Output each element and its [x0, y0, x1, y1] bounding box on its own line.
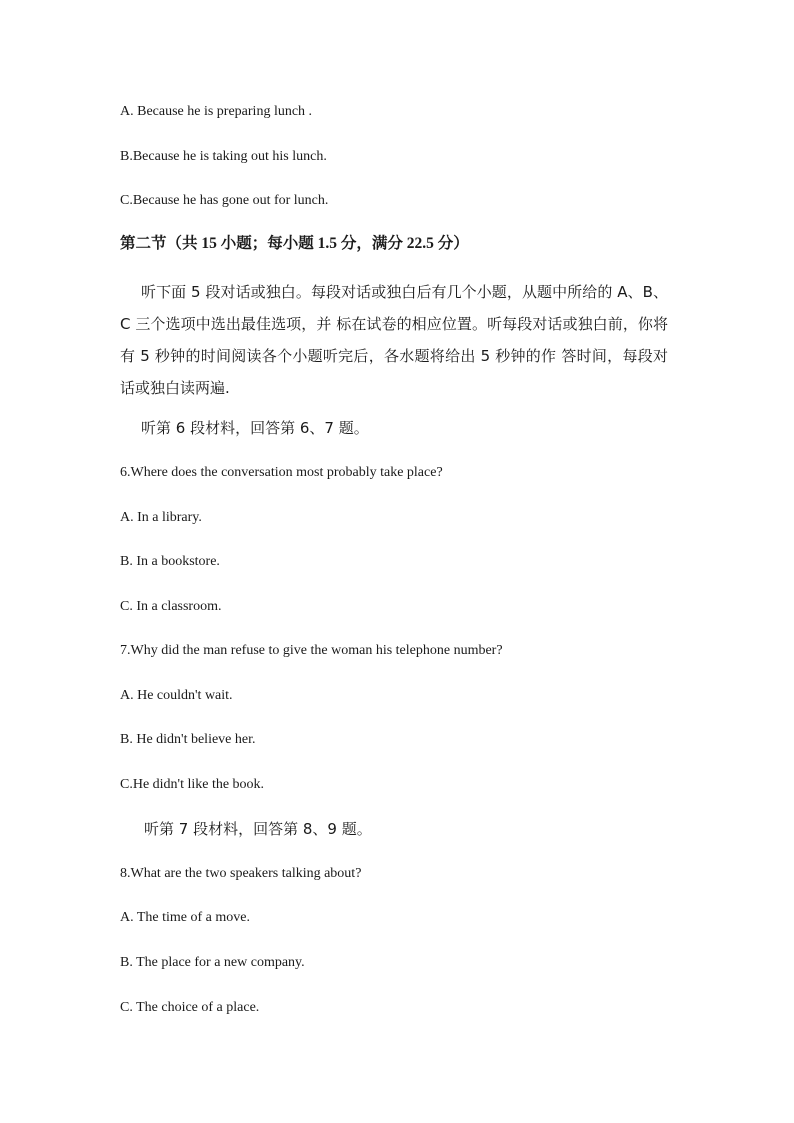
q5-option-b: B.Because he is taking out his lunch. — [120, 149, 327, 164]
q6-question: 6.Where does the conversation most probably take place? — [120, 465, 443, 480]
q6-option-c: C. In a classroom. — [120, 599, 222, 614]
section2-heading: 第二节（共 15 小题；每小题 1.5 分，满分 22.5 分） — [120, 235, 469, 252]
q8-option-c: C. The choice of a place. — [120, 1000, 260, 1015]
section2-instructions: 听下面 5 段对话或独白。每段对话或独白后有几个小题，从题中所给的 A、B、C 三个选项中选出最佳选项，并 标在试卷的相应位置。听每段对话或独白前，你将有 5 秒钟的时间阅读各个小题听完后，各水题将给出 5 秒钟的作 答时间，每段对话或独白读两遍. — [120, 283, 668, 397]
q8-question: 8.What are the two speakers talking about? — [120, 866, 362, 881]
q7-option-a: A. He couldn't wait. — [120, 688, 233, 703]
q5-option-a: A. Because he is preparing lunch . — [120, 104, 313, 119]
material7-intro: 听第 7 段材料，回答第 8、9 题。 — [144, 820, 372, 838]
q7-option-c: C.He didn't like the book. — [120, 777, 265, 792]
q8-option-b: B. The place for a new company. — [120, 955, 305, 970]
material6-intro: 听第 6 段材料，回答第 6、7 题。 — [141, 419, 369, 437]
q5-option-c: C.Because he has gone out for lunch. — [120, 193, 329, 208]
q7-option-b: B. He didn't believe her. — [120, 732, 256, 747]
q6-option-b: B. In a bookstore. — [120, 554, 220, 569]
q8-option-a: A. The time of a move. — [120, 910, 250, 925]
q7-question: 7.Why did the man refuse to give the woman his telephone number? — [120, 643, 503, 658]
q6-option-a: A. In a library. — [120, 510, 202, 525]
